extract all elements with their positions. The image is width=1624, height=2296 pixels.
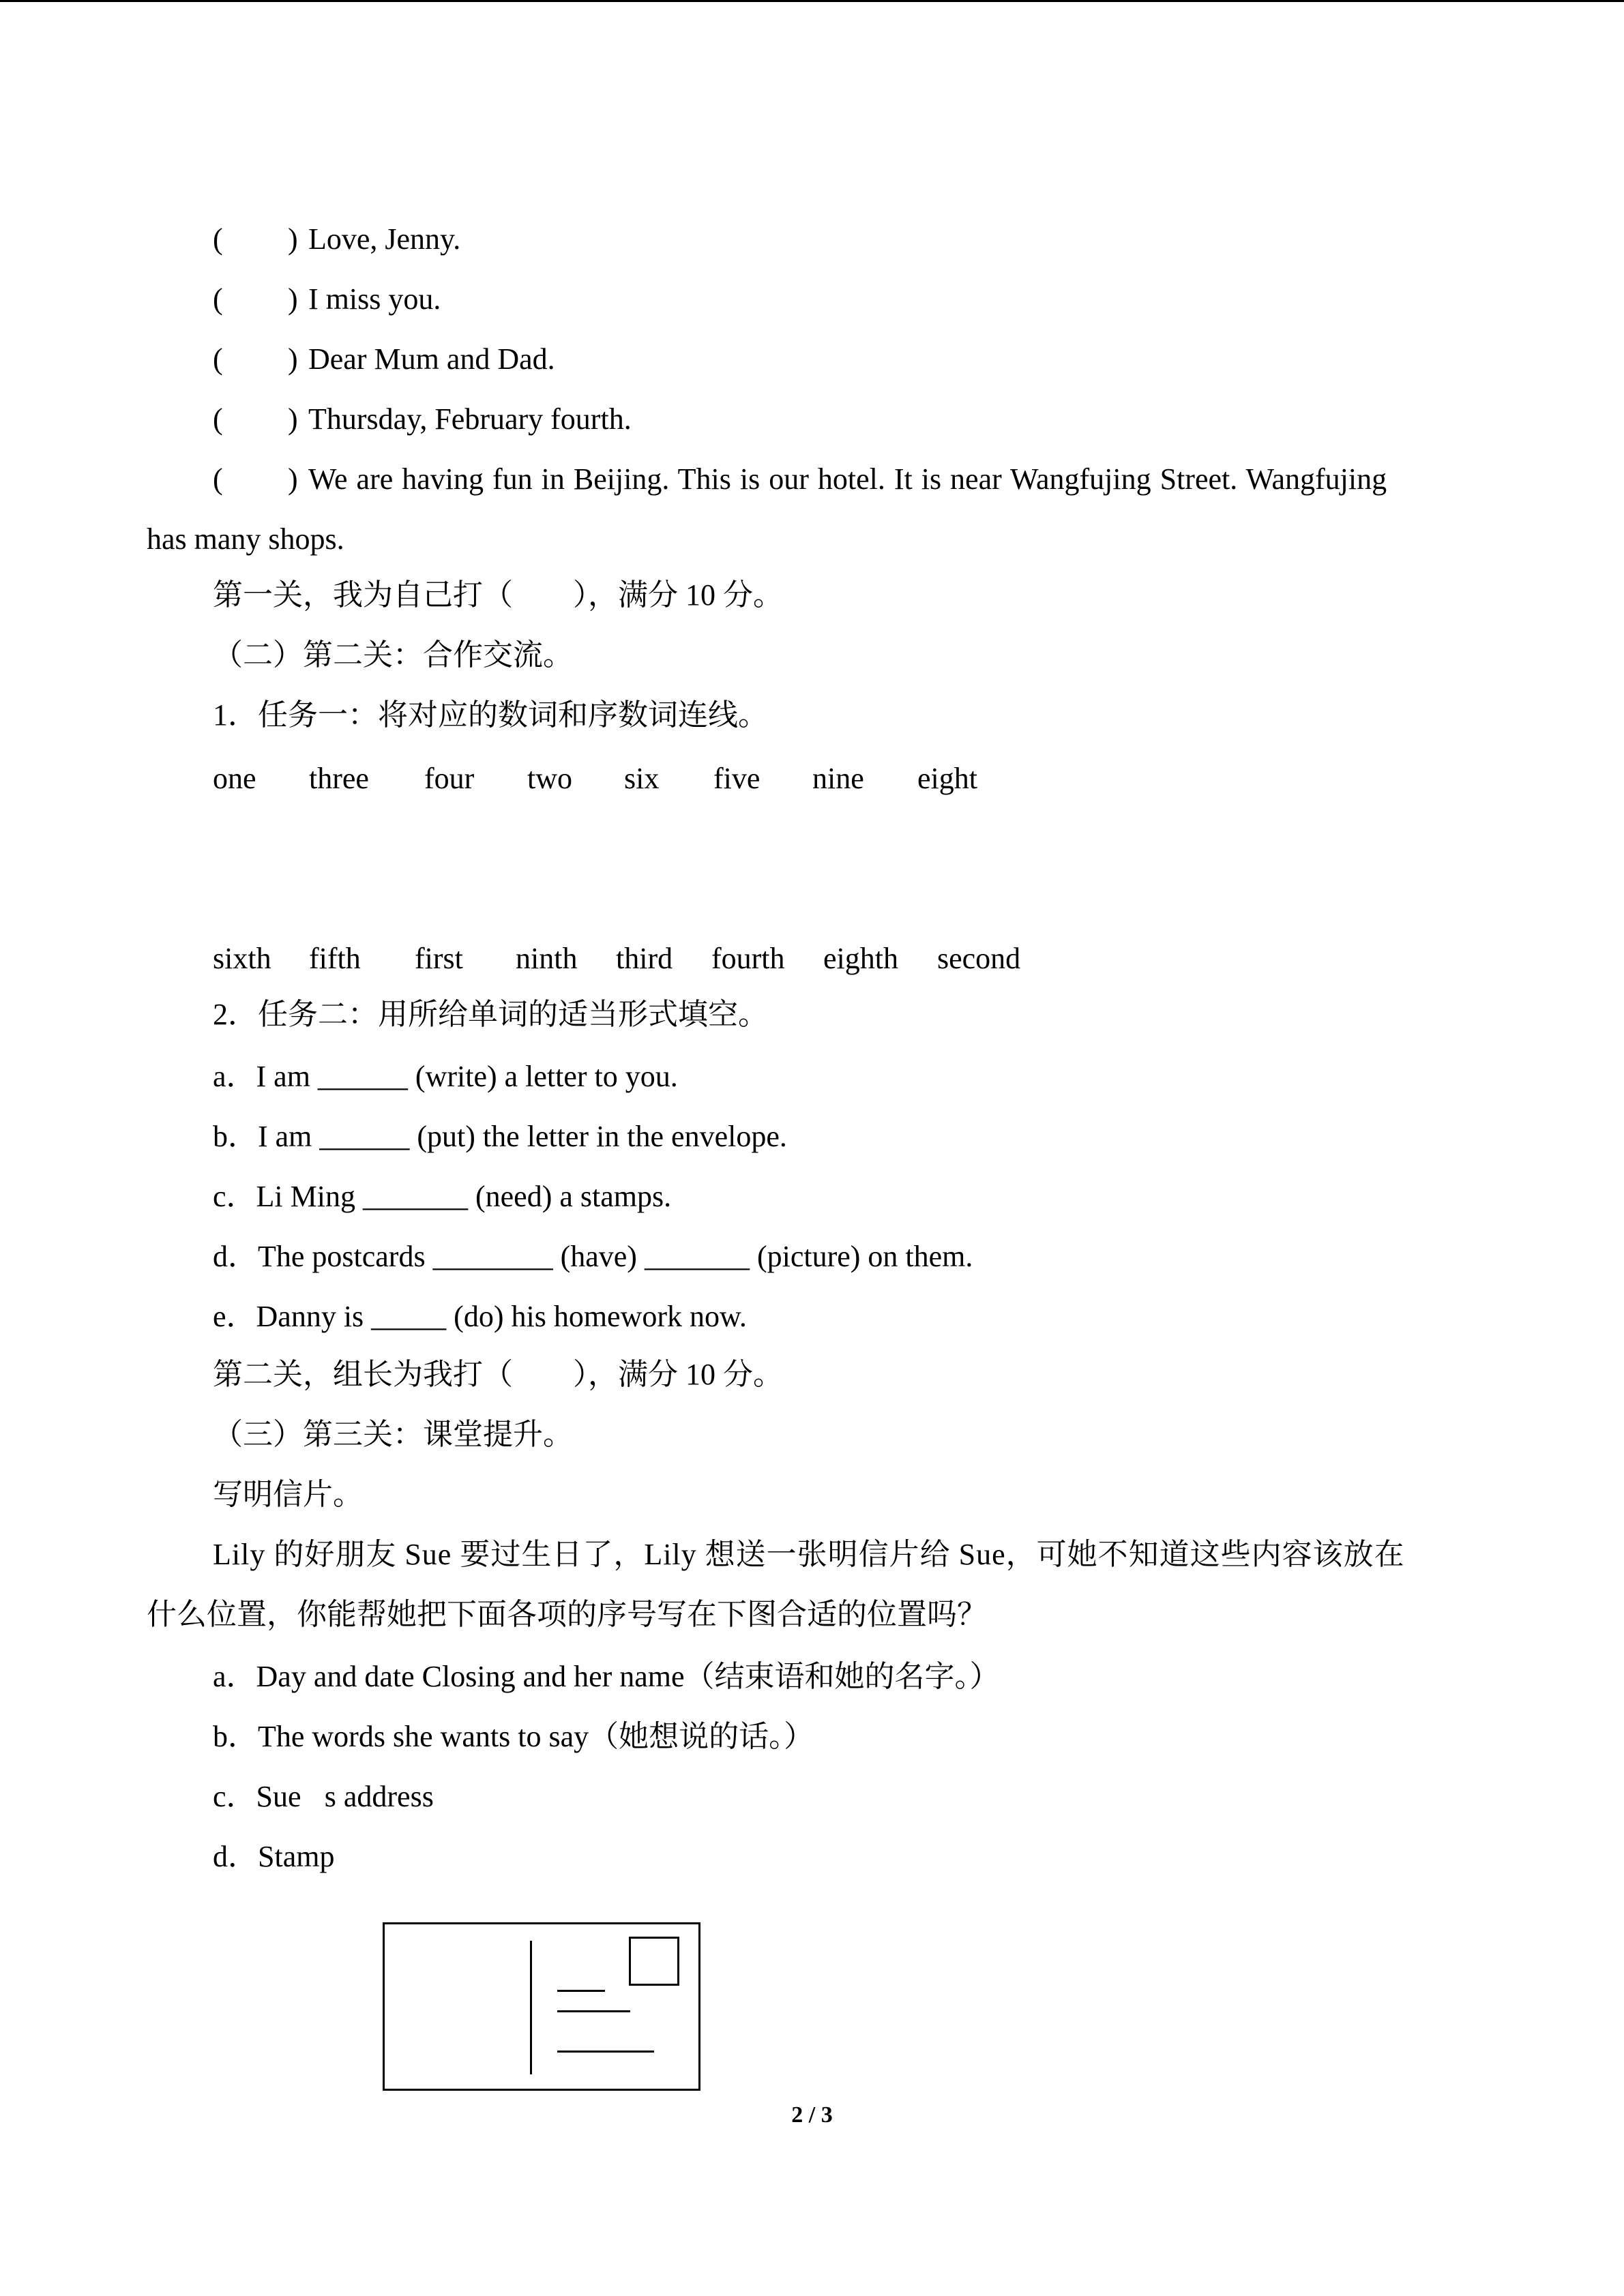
score-line-1: 第一关，我为自己打（ ），满分 10 分。 [213, 578, 783, 612]
task1-title: 1．任务一：将对应的数词和序数词连线。 [213, 698, 768, 732]
ordinal-word: fifth [309, 942, 361, 975]
section-subheading: 写明信片。 [213, 1478, 363, 1511]
address-line [557, 2051, 654, 2053]
fill-item: a．I am ______ (write) a letter to you. [213, 1060, 678, 1093]
item-continuation: has many shops. [147, 522, 344, 556]
top-border [0, 0, 1624, 2]
cardinal-row [0, 760, 1624, 798]
postcard-divider [530, 1941, 532, 2074]
section-heading-2: （二）第二关：合作交流。 [213, 638, 573, 672]
item-text: Dear Mum and Dad. [308, 342, 555, 376]
close-paren: ) [288, 462, 298, 496]
fill-item: d．The postcards ________ (have) _______ (picture) on them. [213, 1240, 973, 1273]
open-paren: ( [213, 462, 223, 496]
intro-line: 什么位置，你能帮她把下面各项的序号写在下图合适的位置吗？ [147, 1598, 987, 1631]
postcard-stamp-box [629, 1937, 679, 1986]
item-text: Thursday, February fourth. [308, 402, 632, 436]
ordinal-word: sixth [213, 942, 271, 975]
cardinal-word: eight [917, 762, 977, 795]
address-line [557, 2010, 630, 2012]
cardinal-word: three [309, 762, 369, 795]
item-text: Love, Jenny. [308, 222, 461, 256]
ordinal-word: second [937, 942, 1021, 975]
cardinal-word: nine [812, 762, 864, 795]
ordinal-word: fourth [711, 942, 785, 975]
cardinal-word: one [213, 762, 256, 795]
option-item: c．Sue s address [213, 1780, 434, 1813]
ordinal-word: third [616, 942, 673, 975]
cardinal-word: six [624, 762, 660, 795]
intro-line: Lily 的好朋友 Sue 要过生日了，Lily 想送一张明信片给 Sue，可她不知道这些内容该放在 [213, 1538, 1405, 1571]
fill-item: b．I am ______ (put) the letter in the envelope. [213, 1120, 787, 1153]
ordinal-row [0, 940, 1624, 978]
ordinal-word: first [415, 942, 463, 975]
option-item: d．Stamp [213, 1840, 335, 1873]
item-text: I miss you. [308, 282, 441, 316]
cardinal-word: five [713, 762, 761, 795]
section-heading-3: （三）第三关：课堂提升。 [213, 1418, 573, 1451]
open-paren: ( [213, 402, 223, 436]
close-paren: ) [288, 402, 298, 436]
postcard-diagram [383, 1922, 700, 2091]
item-text: We are having fun in Beijing. This is our hotel. It is near Wangfujing Street. Wangfujing [308, 462, 1387, 496]
score-line-2: 第二关，组长为我打（ ），满分 10 分。 [213, 1358, 783, 1391]
cardinal-word: four [424, 762, 475, 795]
ordinal-word: ninth [516, 942, 578, 975]
fill-item: c．Li Ming _______ (need) a stamps. [213, 1180, 672, 1213]
close-paren: ) [288, 282, 298, 316]
ordinal-word: eighth [823, 942, 898, 975]
task2-title: 2．任务二：用所给单词的适当形式填空。 [213, 998, 768, 1031]
close-paren: ) [288, 222, 298, 256]
open-paren: ( [213, 342, 223, 376]
fill-item: e．Danny is _____ (do) his homework now. [213, 1300, 747, 1333]
option-item: a．Day and date Closing and her name（结束语和她的名字。） [213, 1660, 1000, 1693]
option-item: b．The words she wants to say（她想说的话。） [213, 1720, 814, 1753]
page-number: 2 / 3 [791, 2102, 833, 2128]
open-paren: ( [213, 282, 223, 316]
cardinal-word: two [527, 762, 572, 795]
address-line [557, 1990, 605, 1992]
close-paren: ) [288, 342, 298, 376]
open-paren: ( [213, 222, 223, 256]
